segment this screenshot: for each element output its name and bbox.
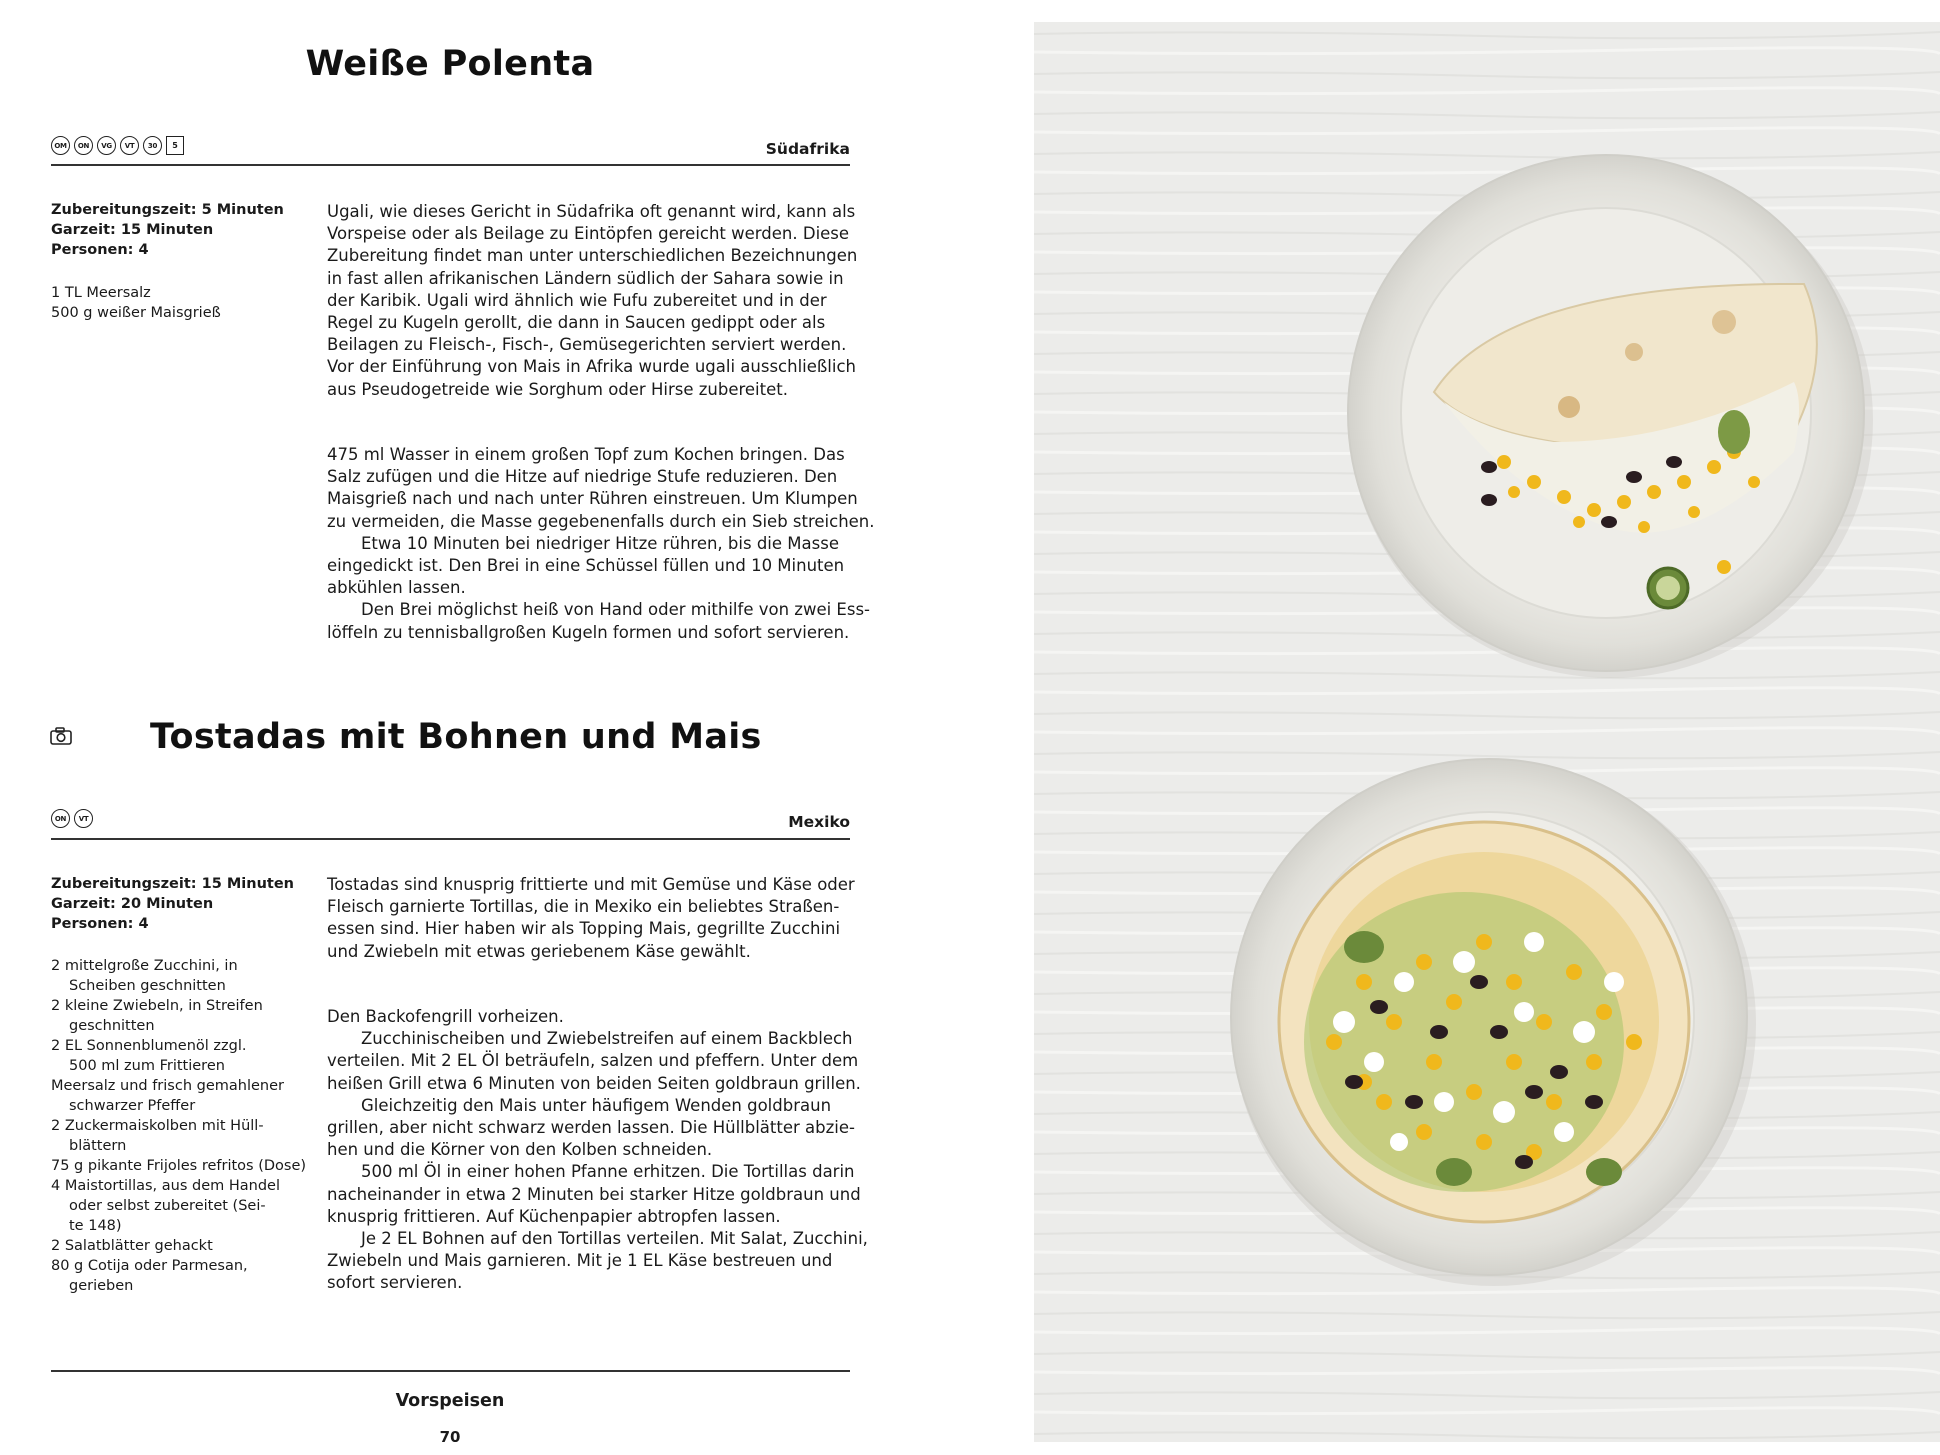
- text-line: Zucchinischeiben und Zwiebelstreifen auf einem Backblech: [361, 1029, 853, 1049]
- text-line: knusprig frittieren. Auf Küchenpapier abtropfen lassen.: [327, 1206, 781, 1226]
- text-line: 475 ml Wasser in einem großen Topf zum Kochen bringen. Das: [327, 445, 845, 464]
- ingredient-cont: gerieben: [69, 1278, 134, 1294]
- text-line: löffeln zu tennisballgroßen Kugeln formen und sofort servieren.: [327, 622, 850, 642]
- text-line: Beilagen zu Fleisch-, Fisch-, Gemüsegerichten serviert werden.: [327, 335, 847, 355]
- text-line: verteilen. Mit 2 EL Öl beträufeln, salzen und pfeffern. Unter dem: [327, 1051, 859, 1071]
- ingredient: 80 g Cotija oder Parmesan,: [51, 1258, 248, 1274]
- recipe-title: Tostadas mit Bohnen und Mais: [150, 717, 762, 757]
- text-line: heißen Grill etwa 6 Minuten von beiden Seiten goldbraun grillen.: [327, 1073, 861, 1093]
- text-line: Gleichzeitig den Mais unter häufigem Wenden goldbraun: [361, 1095, 832, 1115]
- divider: [51, 838, 850, 840]
- text-line: zu vermeiden, die Masse gegebenenfalls durch ein Sieb streichen.: [327, 511, 875, 531]
- text-line: Je 2 EL Bohnen auf den Tortillas verteilen. Mit Salat, Zucchini,: [361, 1229, 868, 1249]
- ingredient-list: [51, 956, 311, 1296]
- text-line: Maisgrieß nach und nach unter Rühren einstreuen. Um Klumpen: [327, 489, 858, 509]
- recipe-meta: [51, 200, 311, 260]
- camera-icon: [50, 727, 72, 749]
- ingredient: Meersalz und frisch gemahlener: [51, 1078, 284, 1094]
- text-line: Tostadas sind knusprig frittierte und mit Gemüse und Käse oder: [327, 875, 855, 894]
- badge-on: ON: [74, 136, 93, 155]
- ingredient-cont: oder selbst zubereitet (Sei-: [69, 1198, 266, 1214]
- text-line: in fast allen afrikanischen Ländern südlich der Sahara sowie in: [327, 268, 844, 288]
- recipe-intro: [327, 201, 857, 401]
- text-line: grillen, aber nicht schwarz werden lassen. Die Hüllblätter abzie-: [327, 1118, 855, 1138]
- recipe-meta: [51, 874, 311, 934]
- diet-badges: [51, 809, 93, 828]
- text-line: hen und die Körner von den Kolben schneiden.: [327, 1140, 713, 1160]
- text-line: Regel zu Kugeln gerollt, die dann in Saucen gedippt oder als: [327, 313, 826, 333]
- servings: Personen: 4: [51, 916, 149, 932]
- recipe-title: Weiße Polenta: [305, 44, 595, 84]
- badge-vt: VT: [74, 809, 93, 828]
- badge-5: 5: [166, 136, 184, 155]
- badge-vt: VT: [120, 136, 139, 155]
- text-line: Vor der Einführung von Mais in Afrika wurde ugali ausschließlich: [327, 357, 856, 377]
- text-line: und Zwiebeln mit etwas geriebenem Käse gewählt.: [327, 941, 751, 961]
- text-line: nacheinander in etwa 2 Minuten bei starker Hitze goldbraun und: [327, 1184, 861, 1204]
- ingredient: 75 g pikante Frijoles refritos (Dose): [51, 1158, 307, 1174]
- section-label: Vorspeisen: [395, 1391, 505, 1411]
- text-line: Fleisch garnierte Tortillas, die in Mexiko ein beliebtes Straßen-: [327, 897, 840, 917]
- text-line: Den Brei möglichst heiß von Hand oder mithilfe von zwei Ess-: [361, 600, 870, 620]
- badge-vg: VG: [97, 136, 116, 155]
- servings: Personen: 4: [51, 242, 149, 258]
- diet-badges: [51, 136, 184, 155]
- text-line: Zubereitung findet man unter unterschiedlichen Bezeichnungen: [327, 246, 858, 266]
- badge-on: ON: [51, 809, 70, 828]
- text-line: Salz zufügen und die Hitze auf niedrige Stufe reduzieren. Den: [327, 467, 838, 487]
- text-line: Vorspeise oder als Beilage zu Eintöpfen gereicht werden. Diese: [327, 224, 850, 244]
- text-line: Zwiebeln und Mais garnieren. Mit je 1 EL Käse bestreuen und: [327, 1251, 833, 1271]
- text-line: sofort servieren.: [327, 1273, 463, 1293]
- ingredient-list: [51, 283, 311, 323]
- badge-om: OM: [51, 136, 70, 155]
- ingredient: 2 Zuckermaiskolben mit Hüll-: [51, 1118, 264, 1134]
- ingredient: 2 kleine Zwiebeln, in Streifen: [51, 998, 263, 1014]
- text-line: essen sind. Hier haben wir als Topping Mais, gegrillte Zucchini: [327, 919, 841, 939]
- prep-time: Zubereitungszeit: 5 Minuten: [51, 202, 284, 218]
- ingredient: 500 g weißer Maisgrieß: [51, 305, 221, 321]
- ingredient: 2 mittelgroße Zucchini, in: [51, 958, 238, 974]
- prep-time: Zubereitungszeit: 15 Minuten: [51, 876, 294, 892]
- recipe-method: [327, 444, 875, 644]
- badge-30: 30: [143, 136, 162, 155]
- text-line: eingedickt ist. Den Brei in eine Schüssel füllen und 10 Minuten: [327, 556, 845, 576]
- plate-tostada: [1231, 759, 1756, 1286]
- ingredient-cont: 500 ml zum Frittieren: [69, 1058, 225, 1074]
- recipe-intro: [327, 874, 857, 963]
- ingredient: 2 Salatblätter gehackt: [51, 1238, 213, 1254]
- ingredient: 4 Maistortillas, aus dem Handel: [51, 1178, 280, 1194]
- ingredient: 2 EL Sonnenblumenöl zzgl.: [51, 1038, 247, 1054]
- recipe-method: [327, 1006, 868, 1295]
- text-line: aus Pseudogetreide wie Sorghum oder Hirse zubereitet.: [327, 379, 788, 399]
- ingredient-cont: geschnitten: [69, 1018, 155, 1034]
- ingredient-cont: blättern: [69, 1138, 127, 1154]
- ingredient-cont: schwarzer Pfeffer: [69, 1098, 196, 1114]
- text-line: Etwa 10 Minuten bei niedriger Hitze rühren, bis die Masse: [361, 533, 839, 553]
- recipe-country: Mexiko: [788, 813, 850, 831]
- cook-time: Garzeit: 15 Minuten: [51, 222, 214, 238]
- ingredient-cont: te 148): [69, 1218, 122, 1234]
- text-line: abkühlen lassen.: [327, 578, 466, 598]
- ingredient-cont: Scheiben geschnitten: [69, 978, 226, 994]
- text-line: der Karibik. Ugali wird ähnlich wie Fufu zubereitet und in der: [327, 290, 827, 310]
- food-photo: [1034, 22, 1940, 1442]
- text-line: 500 ml Öl in einer hohen Pfanne erhitzen. Die Tortillas darin: [361, 1162, 855, 1182]
- recipe-country: Südafrika: [765, 140, 850, 158]
- ingredient: 1 TL Meersalz: [51, 285, 151, 301]
- footer-rule: [51, 1370, 850, 1372]
- page-number: 70: [439, 1428, 461, 1446]
- text-line: Ugali, wie dieses Gericht in Südafrika oft genannt wird, kann als: [327, 202, 856, 221]
- cook-time: Garzeit: 20 Minuten: [51, 896, 214, 912]
- divider: [51, 164, 850, 166]
- text-line: Den Backofengrill vorheizen.: [327, 1007, 564, 1026]
